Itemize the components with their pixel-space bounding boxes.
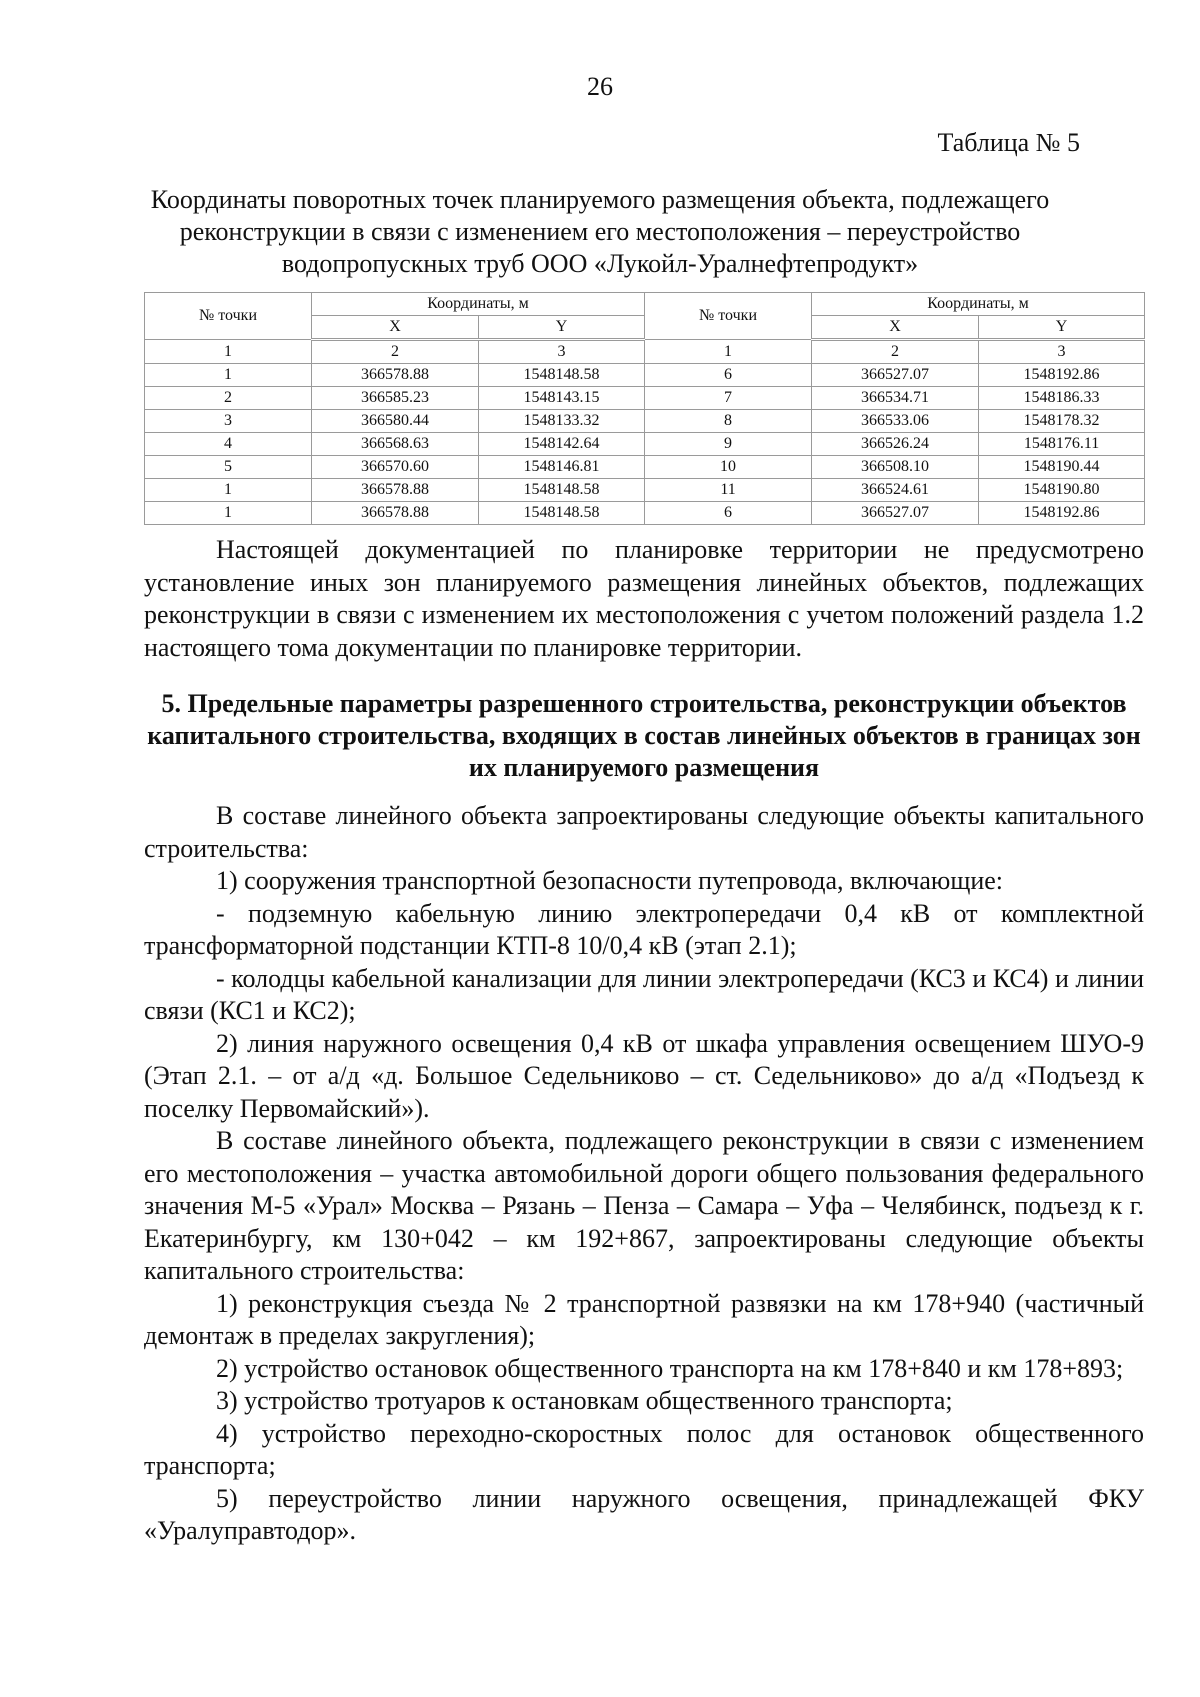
table-row	[145, 479, 1145, 502]
table-row	[145, 387, 1145, 410]
table-cell: 7	[645, 387, 812, 410]
table-cell: 366526.24	[812, 433, 979, 456]
table-cell: 1548176.11	[979, 433, 1145, 456]
table-cell: 366578.88	[312, 479, 479, 502]
section-heading: 5. Предельные параметры разрешенного строительства, реконструкции объектов капитального строительства, входящих в состав линейных объектов в границах зон их планируемого размещения	[147, 689, 1141, 782]
header-coords-left: Координаты, м	[312, 293, 645, 316]
table-row	[145, 364, 1145, 387]
table-cell: 366533.06	[812, 410, 979, 433]
header-y-right: Y	[979, 316, 1145, 340]
table-cell: 4	[145, 433, 312, 456]
table-cell: 1548192.86	[979, 502, 1145, 525]
table-caption: Координаты поворотных точек планируемого размещения объекта, подлежащего реконструкции в связи с изменением его местоположения – переустройство водопропускных труб ООО «Лукойл-Уралнефтепродукт»	[150, 185, 1050, 278]
table-cell: 366524.61	[812, 479, 979, 502]
table-cell: 3	[979, 340, 1145, 364]
table-cell: 1	[145, 502, 312, 525]
coordinates-table	[144, 292, 1145, 525]
table-cell: 3	[145, 410, 312, 433]
list-item: 3) устройство тротуаров к остановкам общественного транспорта;	[216, 1386, 953, 1415]
table-cell: 2	[145, 387, 312, 410]
list-item: - колодцы кабельной канализации для линии электропередачи (КС3 и КС4) и линии связи (КС1 и КС2);	[144, 963, 1144, 1025]
table-cell: 366585.23	[312, 387, 479, 410]
table-cell: 366527.07	[812, 364, 979, 387]
table-row	[145, 502, 1145, 525]
header-x-left: X	[312, 316, 479, 340]
table-cell: 5	[145, 456, 312, 479]
table-cell: 366568.63	[312, 433, 479, 456]
table-cell: 366527.07	[812, 502, 979, 525]
table-cell: 1548192.86	[979, 364, 1145, 387]
table-cell: 1	[645, 340, 812, 364]
table-cell: 8	[645, 410, 812, 433]
paragraph: В составе линейного объекта запроектированы следующие объекты капитального строительства:	[144, 801, 1144, 863]
table-cell: 366578.88	[312, 502, 479, 525]
table-cell: 2	[312, 340, 479, 364]
list-item: 2) устройство остановок общественного транспорта на км 178+840 и км 178+893;	[216, 1353, 1124, 1383]
list-item: - подземную кабельную линию электропередачи 0,4 кВ от комплектной трансформаторной подстанции КТП-8 10/0,4 кВ (этап 2.1);	[144, 898, 1144, 960]
header-y-left: Y	[479, 316, 645, 340]
table-cell: 1548148.58	[479, 364, 645, 387]
list-item: 1) сооружения транспортной безопасности путепровода, включающие:	[216, 866, 1004, 895]
table-cell: 366570.60	[312, 456, 479, 479]
table-cell: 2	[812, 340, 979, 364]
index-row	[145, 340, 1145, 364]
table-cell: 1548148.58	[479, 479, 645, 502]
page-number: 26	[587, 72, 613, 101]
table-cell: 6	[645, 364, 812, 387]
paragraph: Настоящей документацией по планировке территории не предусмотрено установление иных зон планируемого размещения линейных объектов, подлежащих реконструкции в связи с изменением их местоположения с учетом положений раздела 1.2 настоящего тома документации по планировке территории.	[144, 535, 1144, 662]
list-item: 1) реконструкция съезда № 2 транспортной развязки на км 178+940 (частичный демонтаж в пределах закругления);	[144, 1288, 1144, 1350]
intro-text	[144, 534, 1144, 664]
table-row	[145, 410, 1145, 433]
table-cell: 1548186.33	[979, 387, 1145, 410]
paragraph: В составе линейного объекта, подлежащего реконструкции в связи с изменением его местоположения – участка автомобильной дороги общего пользования федерального значения М-5 «Урал» Москва – Рязань – Пенза – Самара – Уфа – Челябинск, подъезд к г. Екатеринбургу, км 130+042 – км 192+867, запроектированы следующие объекты капитального строительства:	[144, 1126, 1144, 1285]
table-cell: 1548178.32	[979, 410, 1145, 433]
header-coords-right: Координаты, м	[812, 293, 1145, 316]
table-row	[145, 433, 1145, 456]
header-x-right: X	[812, 316, 979, 340]
table-cell: 366508.10	[812, 456, 979, 479]
table-cell: 1548190.80	[979, 479, 1145, 502]
table-cell: 1548142.64	[479, 433, 645, 456]
table-cell: 1548143.15	[479, 387, 645, 410]
table-cell: 3	[479, 340, 645, 364]
table-cell: 1548148.58	[479, 502, 645, 525]
table-cell: 9	[645, 433, 812, 456]
list-item: 5) переустройство линии наружного освещения, принадлежащей ФКУ «Уралуправтодор».	[144, 1483, 1144, 1545]
table-cell: 10	[645, 456, 812, 479]
body-text	[144, 800, 1144, 1548]
header-point-right: № точки	[645, 293, 812, 340]
table-cell: 1548133.32	[479, 410, 645, 433]
table-cell: 366534.71	[812, 387, 979, 410]
table-cell: 1548146.81	[479, 456, 645, 479]
table-row	[145, 456, 1145, 479]
list-item: 4) устройство переходно-скоростных полос для остановок общественного транспорта;	[144, 1418, 1144, 1480]
table-cell: 1	[145, 340, 312, 364]
list-item: 2) линия наружного освещения 0,4 кВ от шкафа управления освещением ШУО-9 (Этап 2.1. – от а/д «д. Большое Седельниково – ст. Седельниково» до а/д «Подъезд к поселку Первомайский»).	[144, 1028, 1144, 1123]
table-cell: 366578.88	[312, 364, 479, 387]
table-cell: 366580.44	[312, 410, 479, 433]
table-label: Таблица № 5	[937, 128, 1080, 157]
table-cell: 1548190.44	[979, 456, 1145, 479]
table-cell: 11	[645, 479, 812, 502]
table-cell: 1	[145, 364, 312, 387]
table-cell: 1	[145, 479, 312, 502]
table-cell: 6	[645, 502, 812, 525]
header-point-left: № точки	[145, 293, 312, 340]
